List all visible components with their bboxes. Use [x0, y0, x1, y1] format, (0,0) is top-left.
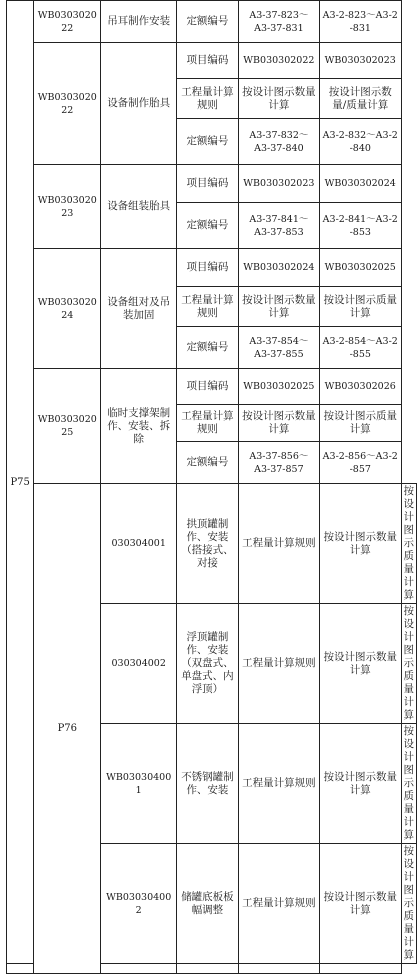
- old-value-cell: WB030302025: [238, 369, 319, 405]
- old-value-cell: A3-37-823～ A3-37-831: [238, 1, 319, 43]
- table-row: [7, 369, 417, 405]
- code-cell: WB030302024: [34, 249, 101, 369]
- old-value-cell: A3-37-832～ A3-37-840: [238, 119, 319, 165]
- field-label-cell: 工程量计算规则: [177, 405, 239, 442]
- new-value-cell: 按设计图示质量计算: [320, 287, 401, 327]
- old-value-cell: 按设计图示数量计算: [320, 724, 401, 844]
- new-value-cell: A3-2-823～A3-2-831: [320, 1, 401, 43]
- old-value-cell: 按设计图示数量计算: [320, 484, 401, 604]
- field-label-cell: 工程量计算规则: [238, 844, 319, 964]
- table-row: [7, 165, 417, 203]
- item-name-cell: 拱顶罐制作、安装（搭接式、对接: [177, 484, 239, 604]
- item-name-cell: 不锈钢罐制作、安装: [177, 724, 239, 844]
- code-cell: WB030302025: [34, 369, 101, 484]
- field-label-cell: 定额编号: [177, 119, 239, 165]
- new-value-cell: A3-2-841～A3-2-853: [320, 203, 401, 249]
- new-value-cell: WB030302026: [320, 369, 401, 405]
- document-table: [6, 0, 417, 974]
- old-value-cell: WB030302024: [238, 249, 319, 287]
- item-name-cell: 设备制作胎具: [101, 43, 177, 165]
- new-value-cell: 按设计图示质量计算: [401, 724, 417, 844]
- new-value-cell: A3-2-832～A3-2-840: [320, 119, 401, 165]
- new-value-cell: 按设计图示数量/质量计算: [320, 79, 401, 119]
- cut-off-cell: [177, 964, 239, 974]
- old-value-cell: A3-37-856～ A3-37-857: [238, 442, 319, 484]
- code-cell: WB030304001: [101, 724, 177, 844]
- new-value-cell: 按设计图示质量计算: [401, 484, 417, 604]
- old-value-cell: 按设计图示数量计算: [238, 405, 319, 442]
- new-value-cell: 按设计图示质量计算: [401, 604, 417, 724]
- field-label-cell: 工程量计算规则: [238, 724, 319, 844]
- field-label-cell: 工程量计算规则: [177, 79, 239, 119]
- cut-off-cell: [238, 964, 319, 974]
- field-label-cell: 定额编号: [177, 203, 239, 249]
- old-value-cell: 按设计图示数量计算: [320, 604, 401, 724]
- table-row: [7, 484, 417, 604]
- code-cell: WB030302023: [34, 165, 101, 249]
- item-name-cell: 临时支撑架制作、安装、拆除: [101, 369, 177, 484]
- table-row: [7, 43, 417, 79]
- new-value-cell: WB030302025: [320, 249, 401, 287]
- field-label-cell: 项目编码: [177, 43, 239, 79]
- new-value-cell: A3-2-856～A3-2-857: [320, 442, 401, 484]
- item-name-cell: 储罐底板板幅调整: [177, 844, 239, 964]
- item-name-cell: 设备组装胎具: [101, 165, 177, 249]
- field-label-cell: 项目编码: [177, 369, 239, 405]
- new-value-cell: A3-2-854～A3-2-855: [320, 327, 401, 369]
- cut-off-cell: [101, 964, 177, 974]
- field-label-cell: 工程量计算规则: [238, 604, 319, 724]
- old-value-cell: 按设计图示数量计算: [238, 287, 319, 327]
- field-label-cell: 工程量计算规则: [238, 484, 319, 604]
- table-row: [7, 1, 417, 43]
- new-value-cell: 按设计图示质量计算: [320, 405, 401, 442]
- code-cell: WB030302022: [34, 43, 101, 165]
- new-value-cell: 按设计图示质量计算: [401, 844, 417, 964]
- field-label-cell: 项目编码: [177, 249, 239, 287]
- code-cell: 030304002: [101, 604, 177, 724]
- field-label-cell: 定额编号: [177, 1, 239, 43]
- page-number-cell: P76: [34, 484, 101, 974]
- code-cell: WB030302022: [34, 1, 101, 43]
- old-value-cell: A3-37-854～ A3-37-855: [238, 327, 319, 369]
- table-row: [7, 249, 417, 287]
- field-label-cell: 定额编号: [177, 442, 239, 484]
- new-value-cell: WB030302023: [320, 43, 401, 79]
- code-cell: 030304001: [101, 484, 177, 604]
- cut-off-cell: [7, 964, 34, 974]
- new-value-cell: WB030302024: [320, 165, 401, 203]
- field-label-cell: 工程量计算规则: [177, 287, 239, 327]
- cut-off-cell: [320, 964, 401, 974]
- page-number-cell: P75: [7, 1, 34, 964]
- code-cell: WB030304002: [101, 844, 177, 964]
- item-name-cell: 浮顶罐制作、安装（双盘式、单盘式、内浮顶）: [177, 604, 239, 724]
- old-value-cell: A3-37-841～ A3-37-853: [238, 203, 319, 249]
- old-value-cell: WB030302022: [238, 43, 319, 79]
- item-name-cell: 设备组对及吊装加固: [101, 249, 177, 369]
- old-value-cell: 按设计图示数量计算: [238, 79, 319, 119]
- field-label-cell: 定额编号: [177, 327, 239, 369]
- item-name-cell: 吊耳制作安装: [101, 1, 177, 43]
- old-value-cell: 按设计图示数量计算: [320, 844, 401, 964]
- old-value-cell: WB030302023: [238, 165, 319, 203]
- field-label-cell: 项目编码: [177, 165, 239, 203]
